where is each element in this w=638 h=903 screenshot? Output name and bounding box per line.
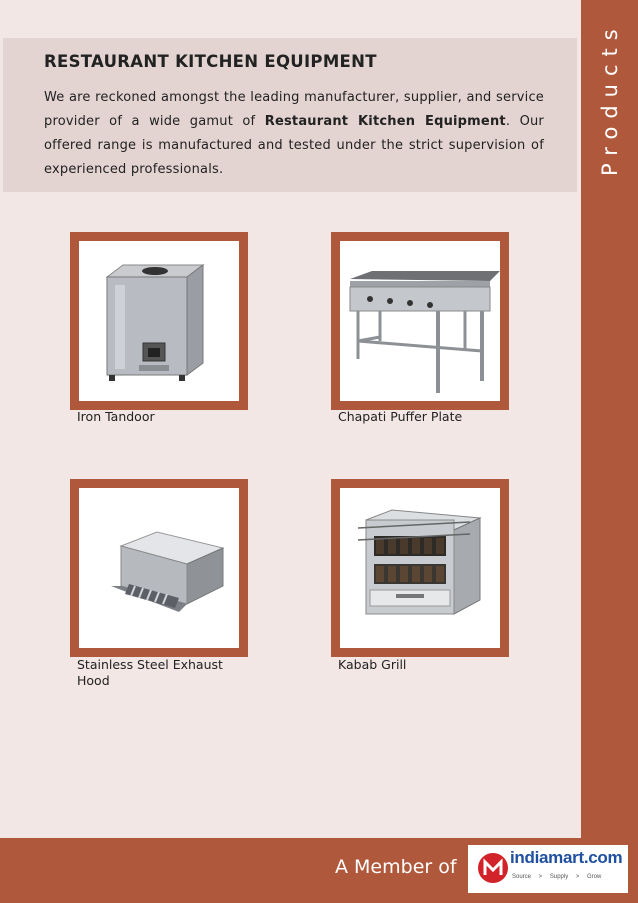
chapati-puffer-image: [340, 241, 500, 401]
side-label: Products: [598, 21, 622, 177]
description-bold: Restaurant Kitchen Equipment: [264, 114, 506, 129]
tandoor-image: [79, 241, 239, 401]
product-card-exhaust-hood[interactable]: [70, 479, 248, 657]
product-card-chapati-puffer[interactable]: [331, 232, 509, 410]
logo-text: indiamart.com: [510, 848, 623, 867]
description-text-end: . Our offered range is manufactured and tested under the strict supervision of experienced professionals.: [44, 114, 544, 177]
product-name: Kabab Grill: [338, 657, 407, 672]
product-name: Iron Tandoor: [77, 409, 155, 424]
kabab-grill-image: [340, 488, 500, 648]
logo-tagline: Source > Supply > Grow: [512, 874, 602, 880]
page-title: RESTAURANT KITCHEN EQUIPMENT: [44, 52, 377, 71]
product-name: Stainless Steel Exhaust Hood: [77, 657, 223, 688]
product-name: Chapati Puffer Plate: [338, 409, 463, 424]
description-text: We are reckoned amongst the leading manufacturer, supplier, and service provider of a wide gamut of: [44, 90, 544, 129]
page-description: [44, 86, 544, 182]
product-card-kabab-grill[interactable]: [331, 479, 509, 657]
product-card-tandoor[interactable]: [70, 232, 248, 410]
indiamart-logo-icon: [476, 851, 510, 885]
member-text: A Member of: [335, 856, 457, 878]
exhaust-hood-image: [79, 488, 239, 648]
